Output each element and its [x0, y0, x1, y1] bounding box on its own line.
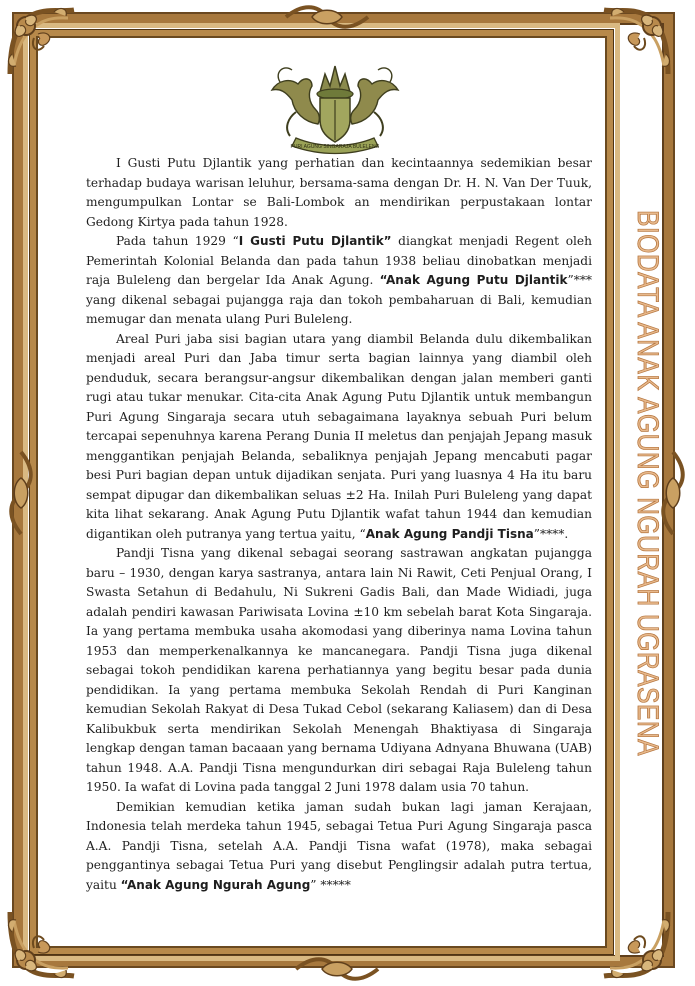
- royal-crest-icon: [250, 52, 420, 156]
- side-ornament-icon: [4, 448, 38, 538]
- corner-ornament-icon: [596, 904, 674, 982]
- vertical-title-text: BIODATA ANAK AGUNG NGURAH UGRASENA: [631, 210, 664, 873]
- body-text: [86, 154, 592, 895]
- name-emphasis: “Anak Agung Ngurah Agung: [120, 877, 311, 892]
- corner-ornament-icon: [596, 4, 674, 82]
- paragraph-4: Pandji Tisna yang dikenal sebagai seorang sastrawan angkatan pujangga baru – 1930, dengan karya sastranya, antara lain Ni Rawit, Ceti Penjual Orang, I Swasta Setahun di Bedahulu, Ni Sukreni Gadis Bali, dan Made Widiadi, juga adalah pendiri kawasan Pariwisata Lovina ±10 km sebelah barat Kota Singaraja. Ia yang pertama membuka usaha akomodasi yang diberinya nama Lovina tahun 1953 dan memperkenalkannya ke mancanegara. Pandji Tisna juga dikenal sebagai tokoh pendidikan karena perhatiannya yang begitu besar pada dunia pendidikan. Ia yang pertama membuka Sekolah Rendah di Puri Kanginan kemudian Sekolah Rakyat di Desa Tukad Cebol (sekarang Kaliasem) dan di Desa Kalibukbuk serta mendirikan Sekolah Menengah Bhaktiyasa di Singaraja lengkap dengan taman bacaaan yang bernama Udiyana Adnyana Bhuwana (UAB) tahun 1948. A.A. Pandji Tisna mengundurkan diri sebagai Raja Buleleng tahun 1950. Ia wafat di Lovina pada tanggal 2 Juni 1978 dalam usia 70 tahun.: [86, 546, 592, 794]
- paragraph-2: Pada tahun 1929 “I Gusti Putu Djlantik” diangkat menjadi Regent oleh Pemerintah Kolonial Belanda dan pada tahun 1938 beliau dinobatkan menjadi raja Buleleng dan bergelar Ida Anak Agung. “Anak Agung Putu Djlantik”*** yang dikenal sebagai pujangga raja dan tokoh pembaharuan di Bali, kemudian memugar dan menata ulang Puri Buleleng.: [86, 234, 593, 326]
- bottom-ornament-icon: [292, 952, 382, 986]
- vertical-title: [612, 210, 664, 873]
- paragraph-1: I Gusti Putu Djlantik yang perhatian dan kecintaannya sedemikian besar terhadap budaya warisan leluhur, bersama-sama dengan Dr. H. N. Van Der Tuuk, mengumpulkan Lontar se Bali-Lombok an mendirikan perpustakaan lontar Gedong Kirtya pada tahun 1928.: [86, 156, 592, 229]
- emblem-banner-text: PURI AGUNG SINGARAJA BULELENG: [290, 144, 380, 150]
- top-ornament-icon: [282, 0, 372, 34]
- paragraph-5: Demikian kemudian ketika jaman sudah bukan lagi jaman Kerajaan, Indonesia telah merdeka tahun 1945, sebagai Tetua Puri Agung Singaraja pasca A.A. Pandji Tisna, setelah A.A. Pandji Tisna wafat (1978), maka sebagai penggantinya sebagai Tetua Puri yang disebut Penglingsir adalah putra tertua, yaitu “Anak Agung Ngurah Agung” *****: [86, 799, 592, 892]
- corner-ornament-icon: [4, 904, 82, 982]
- name-emphasis: I Gusti Putu Djlantik”: [238, 234, 392, 248]
- name-emphasis: “Anak Agung Putu Djlantik: [379, 273, 568, 287]
- corner-ornament-icon: [4, 4, 82, 82]
- name-emphasis: Anak Agung Pandji Tisna: [365, 526, 534, 541]
- paragraph-3: Areal Puri jaba sisi bagian utara yang diambil Belanda dulu dikembalikan menjadi areal Puri dan Jaba timur serta bagian lainnya yang diambil oleh penduduk, secara berangsur-angsur dikembalikan dengan jalan memberi ganti rugi atau tukar menukar. Cita-cita Anak Agung Putu Djlantik untuk membangun Puri Agung Singaraja secara utuh sebagaimana layaknya sebuah Puri belum tercapai sepenuhnya karena Perang Dunia II meletus dan penjajah Jepang masuk menggantikan penjajah Belanda, sebaliknya penjajah Jepang mencabuti pagar besi Puri bagian depan untuk dijadikan senjata. Puri yang luasnya 4 Ha itu baru sempat dipugar dan dikembalikan seluas ±2 Ha. Inilah Puri Buleleng yang dapat kita lihat sekarang. Anak Agung Putu Djlantik wafat tahun 1944 dan kemudian digantikan oleh putranya yang tertua yaitu, “Anak Agung Pandji Tisna”****.: [86, 331, 592, 541]
